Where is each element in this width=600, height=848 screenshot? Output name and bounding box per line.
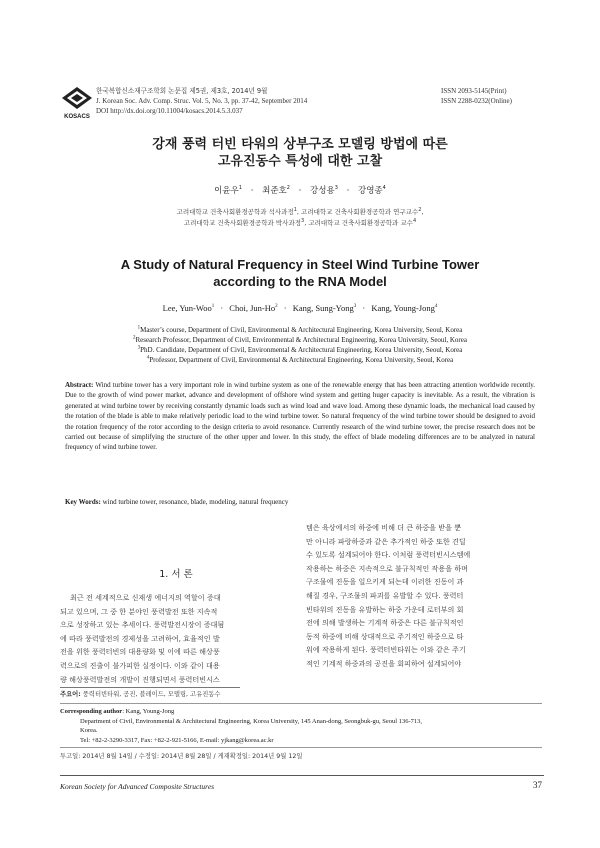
body-line: 만 아니라 파랑하중과 같은 추가적인 하중 또한 견딜 [306,536,466,546]
kosacs-logo-icon [60,86,94,110]
corresponding-line [60,707,544,717]
author-ko-1: 이윤우 [214,186,239,196]
author-en-1: Lee, Yun-Woo [162,303,212,313]
affiliation-ko-line2: 고려대학교 건축사회환경공학과 박사과정$^3$, 고려대학교 건축사회환경공학과 교수$^4$ [183,217,417,227]
aff-sup: 3 [301,217,305,224]
title-english [0,256,600,290]
affiliation-en [0,325,600,335]
right-column [306,521,542,671]
body-line: 작용하는 하중은 지속적으로 불규칙적인 작용을 하며 [306,563,469,573]
footnote-divider-3 [60,747,542,748]
corresponding-address: Department of Civil, Environmental & Architectural Engineering, Korea University, 145 Anan-dong, Seongbuk-gu, Seoul 136-713, [80,717,423,725]
abstract [65,380,535,453]
aff-sup: 4 [412,217,417,224]
author-en-2: Choi, Jun-Ho [229,303,276,313]
body-line: 최근 전 세계적으로 신재생 에너지의 역할이 증대 [70,593,221,602]
author-sup: 3 [353,304,357,310]
journal-name-ko: 한국복합신소재구조학회 논문집 제5권, 제3호, 2014년 9월 [96,87,268,95]
aff-sup: 3 [137,345,141,351]
aff-sup: 1 [137,325,141,331]
title-korean-line2: 고유진동수 특성에 대한 고찰 [217,154,383,169]
author-separator: · [250,186,254,196]
affiliation-en-text: Master’s course, Department of Civil, Environmental & Architectural Engineering, Korea University, Seoul, Korea [140,326,463,334]
body-line: 량 해상풍력발전의 개발이 진행되면서 풍력터빈시스 [60,674,220,684]
submission-dates: 투고일: 2014년 8월 14일 / 수정일: 2014년 8월 28일 / 게재확정일: 2014년 9월 12일 [60,753,303,760]
affiliation-en-text: Professor, Department of Civil, Environmental & Architectural Engineering, Korea University, Seoul, Korea [149,356,454,364]
aff-sup: 1 [293,206,297,213]
affiliation-ko-2: 고려대학교 건축사회환경공학과 연구교수 [301,208,419,216]
author-sup: 3 [334,185,338,192]
author-sup: 1 [238,185,242,192]
author-separator: · [283,303,287,313]
abstract-text: Wind turbine tower has a very important role in wind turbine system as one of the renewable energy that has been attracting attention worldwide recently. Due to the growth of wind power market, advance and development of offshore wind system and getting huger capacity is inevitable. As a result, the vibration is generated at wind turbine tower by receiving constantly dynamic loads such as wind load and wave load. Among these dynamic loads, the mechanical load caused by the rotation of the blade is able to make relatively periodic load to the wind turbine tower. So natural frequency of the wind turbine tower should be designed to avoid the rotation frequency of the rotor according to the design criteria to avoid resonance. Currently research of the wind turbine tower, the precise research does not be carried out because of simplifying the structure of the other upper and lower. In this study, the effect of blade modeling differences are to be analyzed in natural frequency of wind turbine tower. [65,381,535,452]
corresponding-name: : Kang, Young-Jong [122,708,175,715]
affiliation-en [0,345,600,355]
affiliations-english [0,325,600,365]
author-separator: · [220,303,224,313]
author-en-4: Kang, Young-Jong [371,303,435,313]
body-line: 구조물에 진동을 일으키게 되는데 이러한 진동이 과 [306,577,464,587]
author-ko-4: 강영종 [357,186,383,196]
body-line: 되고 있으며, 그 중 한 분야인 풍력발전 또한 지속적 [60,606,218,616]
logo-text: KOSACS [64,114,90,120]
authors-korean [0,184,600,196]
title-korean [0,136,600,170]
body-line: 적인 기계적 하중과의 공진을 회피하여 설계되어야 [306,658,462,668]
body-line: 전에 의해 발생하는 기계적 하중은 다른 불규칙적인 [306,618,464,628]
footnote-divider-2 [60,703,542,704]
body-line: 동적 하중에 비해 상대적으로 주기적인 하중으로 타 [306,631,464,641]
section-heading: 1. 서 론 [159,569,193,580]
footer-keywords-text: 풍력터빈타워, 공진, 블레이드, 모델링, 고유진동수 [82,691,221,698]
affiliation-en [0,335,600,345]
affiliations-korean [0,207,600,229]
author-sup: 4 [382,185,386,192]
journal-info [96,86,396,116]
issn-print: ISSN 2093-5145(Print) [441,87,507,95]
affiliation-en-text: PhD. Candidate, Department of Civil, Environmental & Architectural Engineering, Korea University, Seoul, Korea [140,346,463,354]
affiliation-ko-line1: 고려대학교 건축사회환경공학과 석사과정$^1$, 고려대학교 건축사회환경공학과 연구교수$^2$, [176,206,424,216]
body-line: 전을 위한 풍력터빈의 대용량화 및 이에 따른 해상풍 [60,647,220,657]
footer-keywords-label: 주요어: [60,691,81,698]
author-separator: · [346,186,350,196]
author-sup: 4 [434,304,438,310]
footnote-divider [60,687,240,688]
affiliation-ko-3: 고려대학교 건축사회환경공학과 박사과정 [183,219,302,227]
body-line: 빈타워의 진동을 유발하는 하중 가운데 로터부의 회 [306,604,464,614]
body-line: 워에 작용하게 된다. 풍력터빈타워는 이와 같은 주기 [306,645,466,655]
body-line: 해질 경우, 구조물의 파괴를 유발할 수 있다. 풍력터 [306,590,464,600]
page-number: 37 [533,780,542,790]
corresponding-contact: Tel: +82-2-3290-3317, Fax: +82-2-921-5166, E-mail: yjkang@korea.ac.kr [80,736,274,744]
title-korean-line1: 강재 풍력 터빈 타워의 상부구조 모델링 방법에 따른 [152,137,448,152]
title-english-line1: A Study of Natural Frequency in Steel Wind Turbine Tower [120,257,480,272]
body-line: 수 있도록 설계되어야 한다. 이처럼 풍력터빈시스템에 [306,550,471,560]
author-sup: 2 [275,304,278,310]
author-ko-2: 최준호 [262,186,287,196]
issn-block [441,86,551,106]
author-separator: · [362,303,366,313]
abstract-label: Abstract: [65,381,94,389]
corresponding-label: Corresponding author [60,708,123,715]
affiliation-ko-4: 고려대학교 건축사회환경공학과 교수 [308,219,413,227]
authors-english [0,303,600,313]
body-line: 템은 육상에서의 하중에 비해 더 큰 하중을 받을 뿐 [306,523,462,532]
body-line: 에 따라 풍력발전의 경제성을 고려하여, 효율적인 발 [60,633,220,643]
footer-keywords [60,689,540,698]
corresponding-country: Korea. [80,727,98,734]
body-line: 으로 성장하고 있는 추세이다. 풍력발전시장이 증대됨 [60,620,225,630]
affiliation-en [0,355,600,365]
journal-logo [60,86,94,120]
aff-sup: 4 [146,355,150,361]
author-en-3: Kang, Sung-Yong [292,303,354,313]
affiliation-ko-1: 고려대학교 건축사회환경공학과 석사과정 [176,208,294,216]
issn-online: ISSN 2288-0232(Online) [441,97,512,105]
aff-sup: 2 [418,206,422,213]
aff-sup: 2 [133,335,136,341]
keywords-text: wind turbine tower, resonance, blade, modeling, natural frequency [102,498,289,506]
author-separator: · [298,186,302,196]
author-sup: 1 [211,304,215,310]
title-english-line2: according to the RNA Model [213,274,387,289]
page-footer-rule [60,775,544,776]
author-ko-3: 강성용 [310,186,335,196]
left-column [60,591,292,686]
keywords [65,498,535,506]
page-footer-society: Korean Society for Advanced Composite Structures [60,782,215,791]
author-sup: 2 [286,185,290,192]
keywords-label: Key Words: [65,498,101,506]
affiliation-en-text: Research Professor, Department of Civil, Environmental & Architectural Engineering, Korea University, Seoul, Korea [135,336,467,344]
journal-name-en: J. Korean Soc. Adv. Comp. Struc. Vol. 5, No. 3, pp. 37-42, September 2014 [96,97,308,105]
corresponding-author [60,707,544,745]
doi: DOI http://dx.doi.org/10.11004/kosacs.2014.5.3.037 [96,107,243,115]
body-line: 력으로의 진출이 불가피한 실정이다. 이와 같이 대용 [60,660,220,670]
